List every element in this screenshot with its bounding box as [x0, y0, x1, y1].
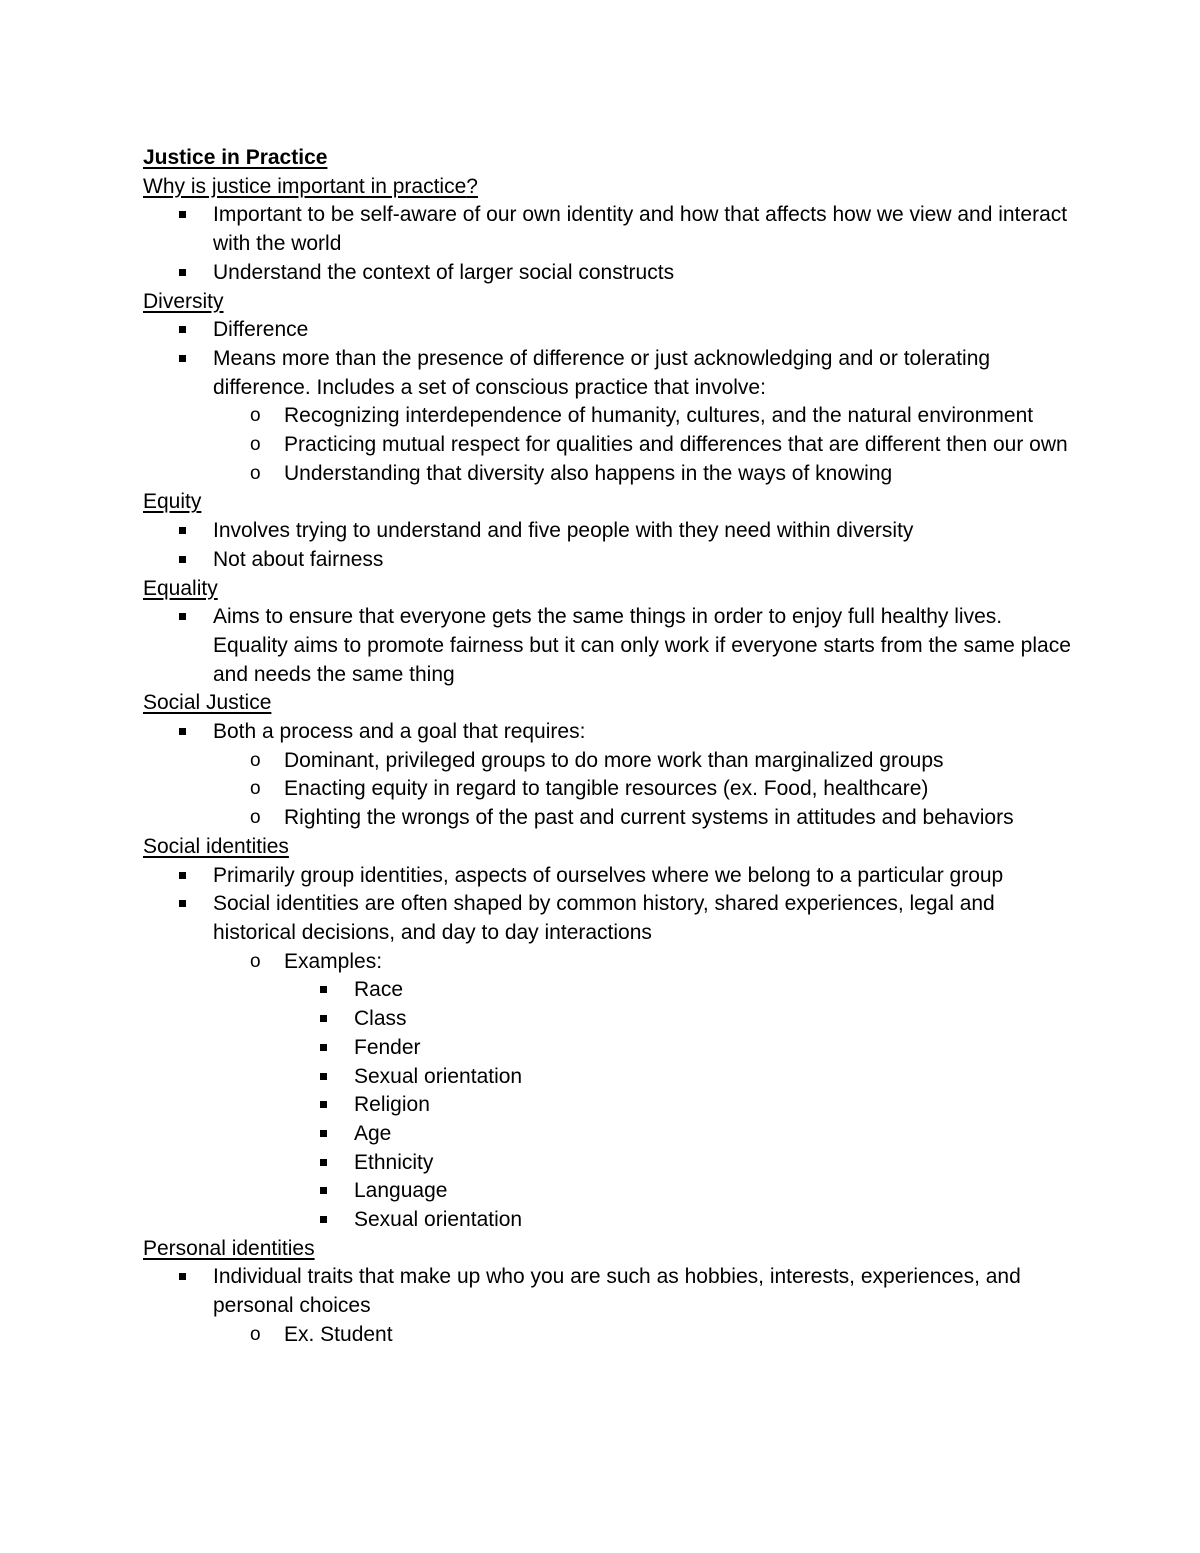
- list-item-text: Social identities are often shaped by common history, shared experiences, legal and historical decisions, and day to day interactions: [213, 892, 995, 944]
- section-heading: [143, 288, 1073, 317]
- square-bullet-icon: [179, 527, 186, 534]
- bullet-list: [143, 603, 1073, 689]
- square-bullet-icon: [320, 986, 327, 993]
- list-item-text: Understanding that diversity also happens in the ways of knowing: [284, 461, 893, 485]
- list-item: [143, 546, 1073, 575]
- bullet-list: [143, 1263, 1073, 1349]
- square-bullet-icon: [320, 1159, 327, 1166]
- square-bullet-icon: [179, 900, 186, 907]
- section-heading: [143, 575, 1073, 604]
- circle-bullet-icon: o: [250, 462, 261, 484]
- document-page: [143, 144, 1073, 1350]
- square-bullet-icon: [320, 1101, 327, 1108]
- square-bullet-icon: [179, 613, 186, 620]
- list-item-text: Ethnicity: [354, 1150, 434, 1174]
- document-title: Justice in Practice: [143, 146, 328, 169]
- list-item: [143, 775, 1073, 804]
- list-item: [143, 460, 1073, 489]
- list-item-text: Righting the wrongs of the past and current systems in attitudes and behaviors: [284, 806, 1014, 830]
- section-heading: [143, 1235, 1073, 1264]
- list-item-text: Involves trying to understand and five people with they need within diversity: [213, 519, 914, 543]
- list-item-text: Aims to ensure that everyone gets the same things in order to enjoy full healthy lives. Equality aims to promote fairness but it can only work if everyone starts from the same place and needs the same thing: [213, 605, 1071, 686]
- list-item-text: Both a process and a goal that requires:: [213, 720, 586, 744]
- list-item: [143, 976, 1073, 1005]
- list-item: [143, 1263, 1073, 1320]
- section-heading: [143, 833, 1073, 862]
- list-item: [143, 1034, 1073, 1063]
- square-bullet-icon: [179, 1273, 186, 1280]
- square-bullet-icon: [320, 1216, 327, 1223]
- list-item-text: Primarily group identities, aspects of ourselves where we belong to a particular group: [213, 863, 1004, 887]
- list-item: [143, 862, 1073, 891]
- section-heading-text: Equality: [143, 576, 218, 600]
- list-item-text: Recognizing interdependence of humanity, cultures, and the natural environment: [284, 404, 1034, 428]
- square-bullet-icon: [179, 269, 186, 276]
- list-item-text: Enacting equity in regard to tangible resources (ex. Food, healthcare): [284, 777, 929, 801]
- bullet-list: [143, 862, 1073, 1235]
- list-item: [143, 603, 1073, 689]
- list-item: [143, 948, 1073, 977]
- list-item: [143, 259, 1073, 288]
- list-item: [143, 1206, 1073, 1235]
- section-heading: [143, 689, 1073, 718]
- list-item: [143, 804, 1073, 833]
- section-heading-text: Social identities: [143, 834, 289, 858]
- section-heading-text: Social Justice: [143, 691, 272, 715]
- list-item: [143, 402, 1073, 431]
- section-heading-suffix: ?: [466, 174, 478, 198]
- list-item-text: Individual traits that make up who you are such as hobbies, interests, experiences, and personal choices: [213, 1265, 1021, 1318]
- square-bullet-icon: [320, 1073, 327, 1080]
- list-item-text: Sexual orientation: [354, 1208, 523, 1232]
- square-bullet-icon: [320, 1187, 327, 1194]
- list-item: [143, 517, 1073, 546]
- list-item-text: Dominant, privileged groups to do more work than marginalized groups: [284, 748, 944, 772]
- square-bullet-icon: [179, 355, 186, 362]
- list-item-text: Religion: [354, 1093, 430, 1117]
- list-item: [143, 431, 1073, 460]
- list-item: [143, 316, 1073, 345]
- circle-bullet-icon: o: [250, 749, 261, 771]
- section-heading: [143, 488, 1073, 517]
- list-item: [143, 201, 1073, 258]
- circle-bullet-icon: o: [250, 405, 261, 427]
- list-item-text: Not about fairness: [213, 547, 384, 571]
- square-bullet-icon: [179, 872, 186, 879]
- circle-bullet-icon: o: [250, 1323, 261, 1345]
- list-item-text: Examples:: [284, 949, 383, 973]
- square-bullet-icon: [179, 728, 186, 735]
- list-item: [143, 718, 1073, 747]
- circle-bullet-icon: o: [250, 807, 261, 829]
- list-item: [143, 1091, 1073, 1120]
- circle-bullet-icon: o: [250, 778, 261, 800]
- bullet-list: [143, 201, 1073, 287]
- list-item-text: Important to be self-aware of our own identity and how that affects how we view and interact with the world: [213, 203, 1068, 256]
- square-bullet-icon: [320, 1015, 327, 1022]
- list-item-text: Difference: [213, 318, 309, 342]
- section-heading: [143, 173, 1073, 202]
- section-heading-text: Equity: [143, 490, 202, 514]
- square-bullet-icon: [179, 326, 186, 333]
- list-item-text: Race: [354, 978, 404, 1002]
- list-item-text: Class: [354, 1007, 407, 1031]
- list-item: [143, 1120, 1073, 1149]
- list-item: [143, 345, 1073, 402]
- square-bullet-icon: [320, 1130, 327, 1137]
- list-item-text: Language: [354, 1179, 448, 1203]
- section-heading-text: Diversity: [143, 289, 224, 313]
- bullet-list: [143, 718, 1073, 833]
- list-item: [143, 1321, 1073, 1350]
- list-item: [143, 1149, 1073, 1178]
- document-sections: [143, 173, 1073, 1350]
- list-item-text: Age: [354, 1121, 392, 1145]
- circle-bullet-icon: o: [250, 950, 261, 972]
- list-item-text: Sexual orientation: [354, 1064, 523, 1088]
- list-item-text: Ex. Student: [284, 1322, 393, 1346]
- bullet-list: [143, 316, 1073, 488]
- square-bullet-icon: [179, 211, 186, 218]
- list-item: [143, 747, 1073, 776]
- list-item: [143, 1063, 1073, 1092]
- list-item-text: Fender: [354, 1035, 421, 1059]
- list-item-text: Understand the context of larger social constructs: [213, 260, 675, 284]
- list-item: [143, 1177, 1073, 1206]
- section-heading-text: Personal identities: [143, 1236, 315, 1260]
- square-bullet-icon: [320, 1044, 327, 1051]
- list-item-text: Means more than the presence of difference or just acknowledging and or tolerating difference. Includes a set of conscious practice that involve:: [213, 346, 991, 399]
- section-heading-text: Why is justice important in practice: [143, 174, 467, 198]
- list-item-text: Practicing mutual respect for qualities and differences that are different then our own: [284, 433, 1068, 457]
- circle-bullet-icon: o: [250, 434, 261, 456]
- square-bullet-icon: [179, 556, 186, 563]
- bullet-list: [143, 517, 1073, 574]
- list-item: [143, 1005, 1073, 1034]
- list-item: [143, 890, 1073, 947]
